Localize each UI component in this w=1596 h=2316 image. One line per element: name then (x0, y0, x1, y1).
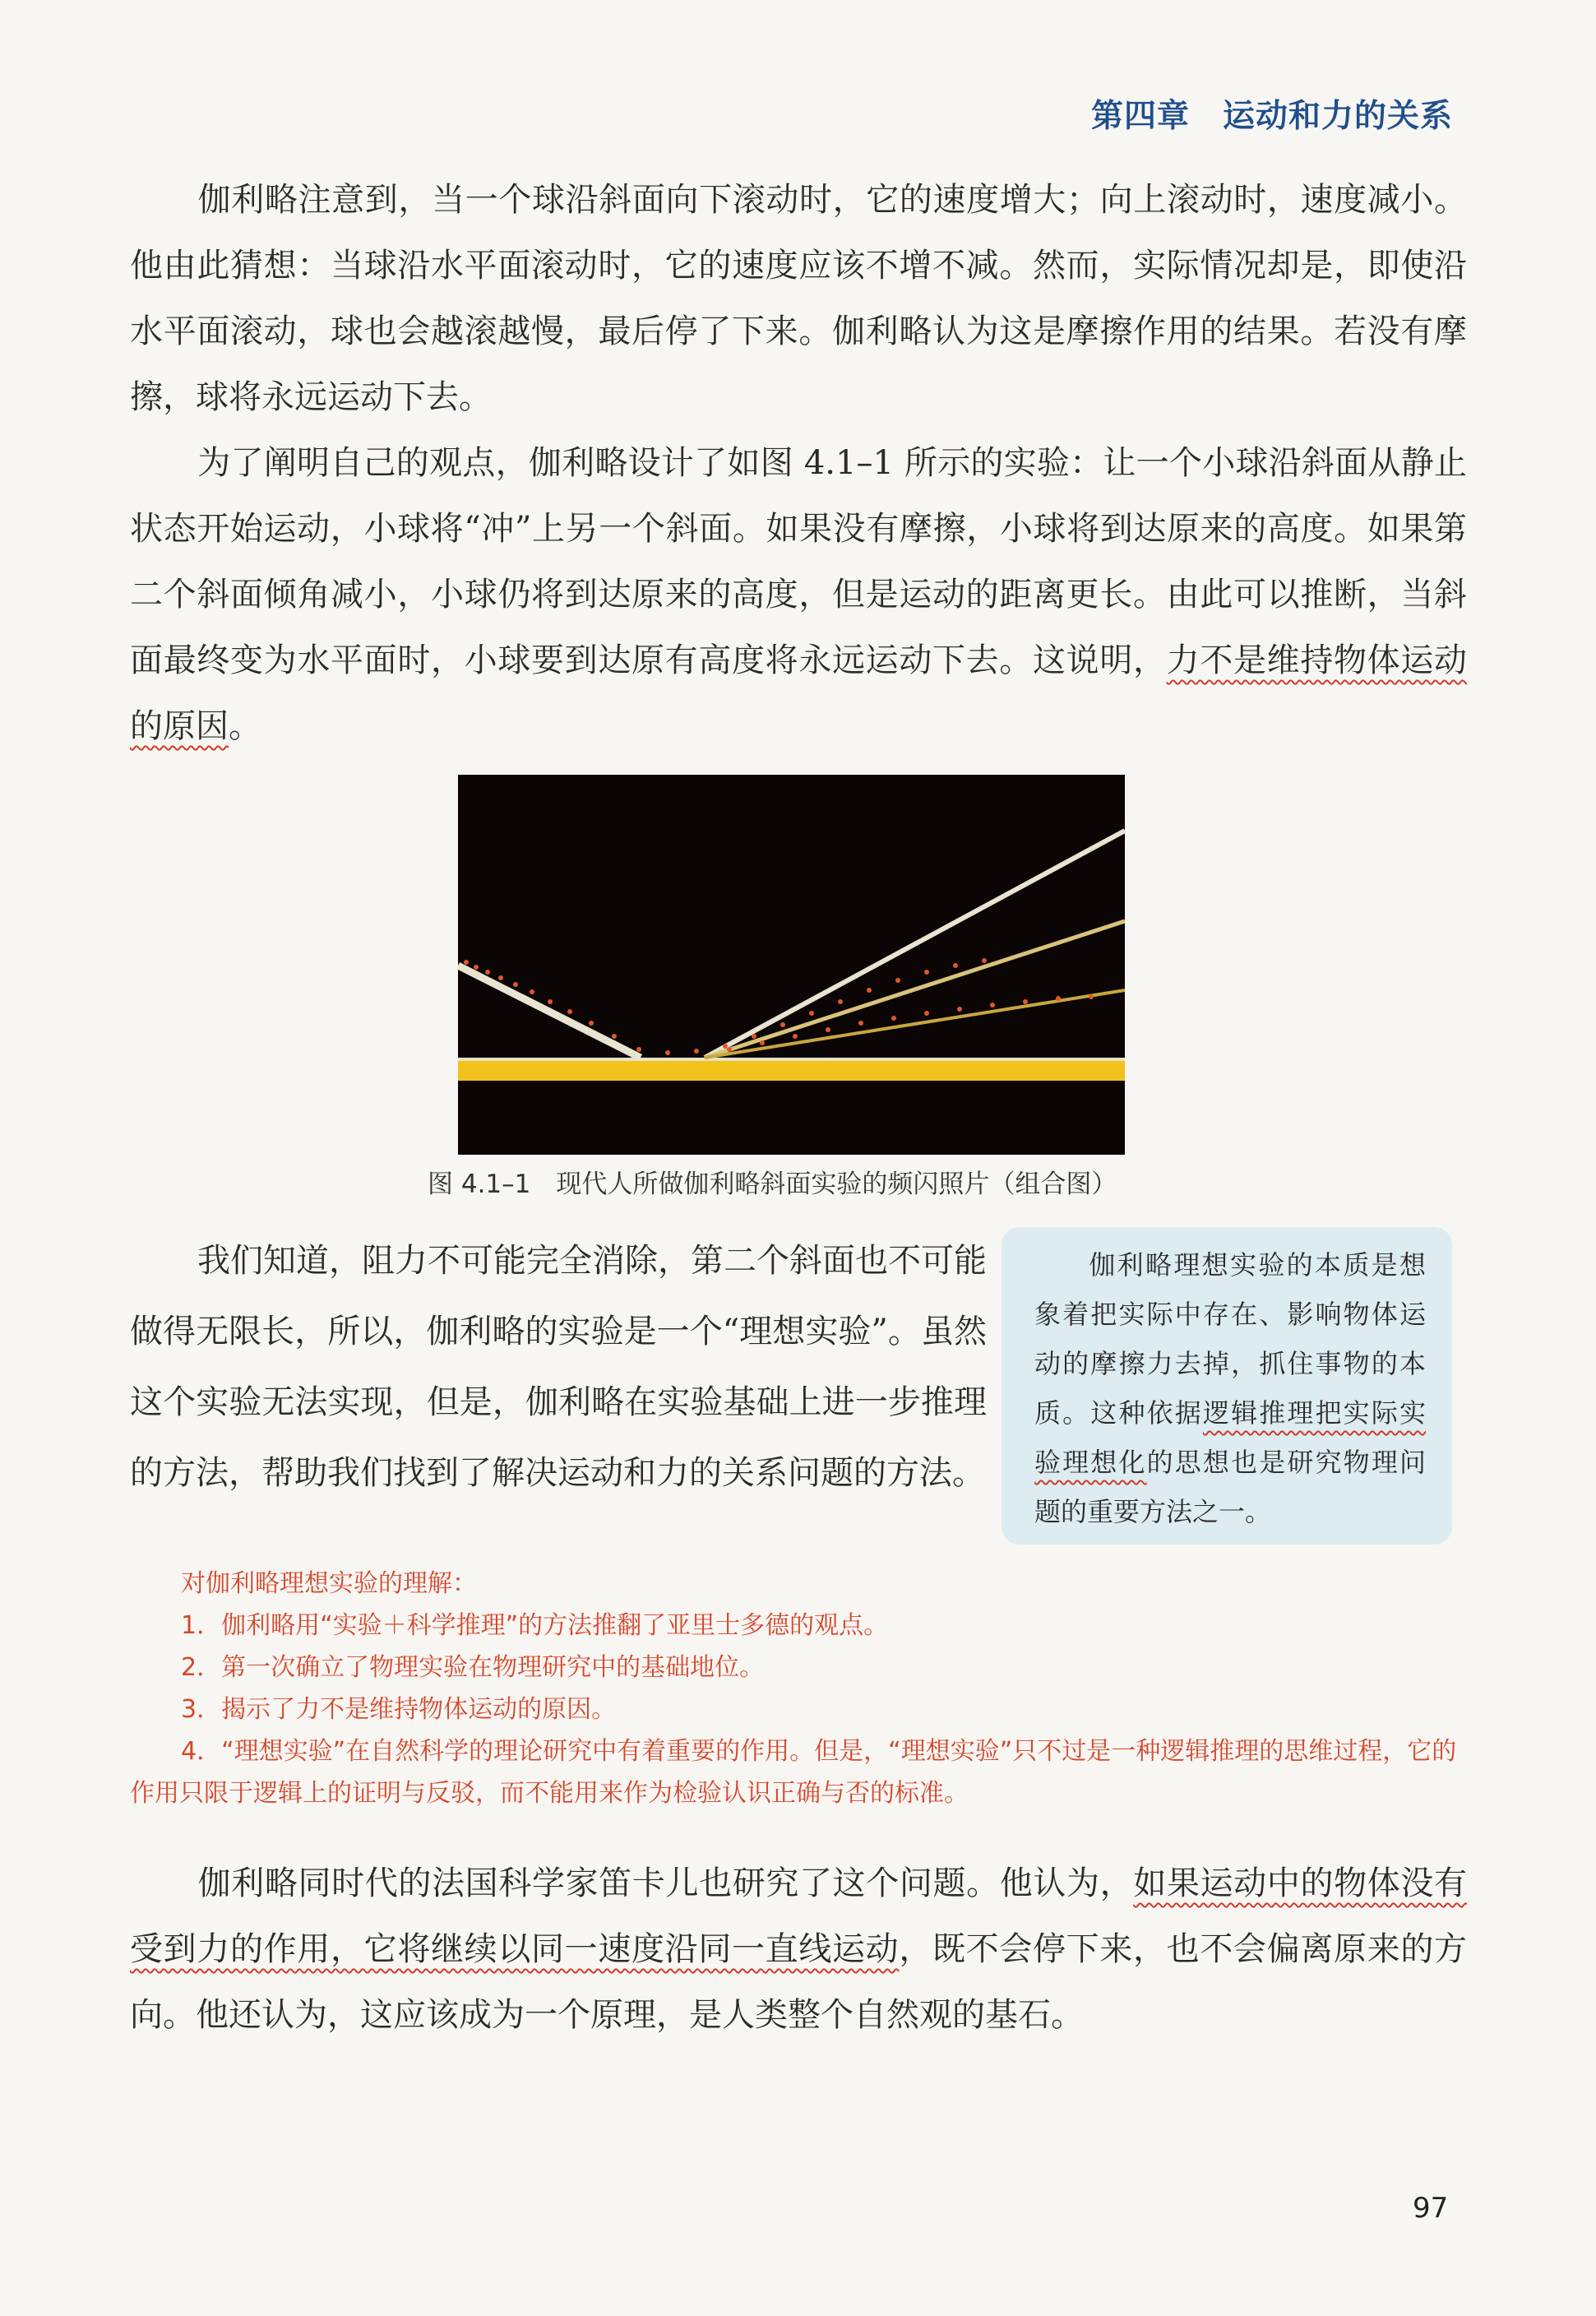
notes-item-1: 1．伽利略用“实验＋科学推理”的方法推翻了亚里士多德的观点。 (181, 1611, 889, 1640)
chapter-number: 第四章 (1090, 98, 1190, 135)
paragraph-4 (130, 1850, 1467, 2048)
paragraph-1 (130, 167, 1467, 430)
paragraph-4-end: ，既不会停下来，也不会偏离原来的方向。他还认为，这应该成为一个原理，是人类整个自然观的基石。 (130, 1930, 1468, 2034)
page-number: 97 (1413, 2192, 1449, 2225)
margin-note-box (1002, 1227, 1452, 1545)
underlined-principle: 如果运动中的物体没有受到力的作用，它将继续以同一速度沿同一直线运动 (130, 1864, 1468, 1968)
handwritten-notes (130, 1563, 1467, 1814)
notes-item-2: 2．第一次确立了物理实验在物理研究中的基础地位。 (181, 1653, 765, 1682)
floor-track (458, 1061, 1125, 1081)
stroboscopic-photo (458, 775, 1125, 1155)
chapter-title: 运动和力的关系 (1222, 98, 1453, 135)
paragraph-3 (130, 1225, 987, 1508)
paragraph-3-text: 我们知道，阻力不可能完全消除，第二个斜面也不可能做得无限长，所以，伽利略的实验是一个“理想实验”。虽然这个实验无法实现，但是，伽利略在实验基础上进一步推理的方法，帮助我们找到了解决运动和力的关系问题的方法。 (130, 1242, 987, 1492)
underlined-conclusion: 力不是维持物体运动的原因 (130, 642, 1468, 745)
paragraph-2 (130, 430, 1467, 759)
margin-note-text (1034, 1240, 1426, 1536)
notes-item-3: 3．揭示了力不是维持物体运动的原因。 (181, 1695, 617, 1724)
chapter-header (1091, 90, 1453, 137)
margin-note-underlined: 逻辑推理把实际实验理想化 (1034, 1397, 1426, 1478)
figure-caption: 图 4.1–1 现代人所做伽利略斜面实验的频闪照片（组合图） (428, 1170, 1117, 1199)
notes-item-4: 4．“理想实验”在自然科学的理论研究中有着重要的作用。但是，“理想实验”只不过是一种逻辑推理的思维过程，它的作用只限于逻辑上的证明与反驳，而不能用来作为检验认识正确与否的标准。 (130, 1737, 1457, 1808)
paragraph-4-text: 伽利略同时代的法国科学家笛卡儿也研究了这个问题。他认为， (197, 1864, 1134, 1902)
margin-note-after: 的思想也是研究物理问题的重要方法之一。 (1034, 1447, 1426, 1527)
margin-note-before: 伽利略理想实验的本质是想象着把实际中存在、影响物体运动的摩擦力去掉，抓住事物的本质。这种依据 (1034, 1249, 1426, 1429)
paragraph-1-text: 伽利略注意到，当一个球沿斜面向下滚动时，它的速度增大；向上滚动时，速度减小。他由此猜想：当球沿水平面滚动时，它的速度应该不增不减。然而，实际情况却是，即使沿水平面滚动，球也会越滚越慢，最后停了下来。伽利略认为这是摩擦作用的结果。若没有摩擦，球将永远运动下去。 (130, 181, 1467, 416)
paragraph-2-end: 。 (229, 707, 261, 745)
paragraph-2-text: 为了阐明自己的观点，伽利略设计了如图 4.1–1 所示的实验：让一个小球沿斜面从静止状态开始运动，小球将“冲”上另一个斜面。如果没有摩擦，小球将到达原来的高度。如果第二个斜面倾角减小，小球仍将到达原来的高度，但是运动的距离更长。由此可以推断，当斜面最终变为水平面时，小球要到达原有高度将永远运动下去。这说明， (130, 444, 1467, 679)
notes-heading: 对伽利略理想实验的理解： (181, 1569, 477, 1598)
